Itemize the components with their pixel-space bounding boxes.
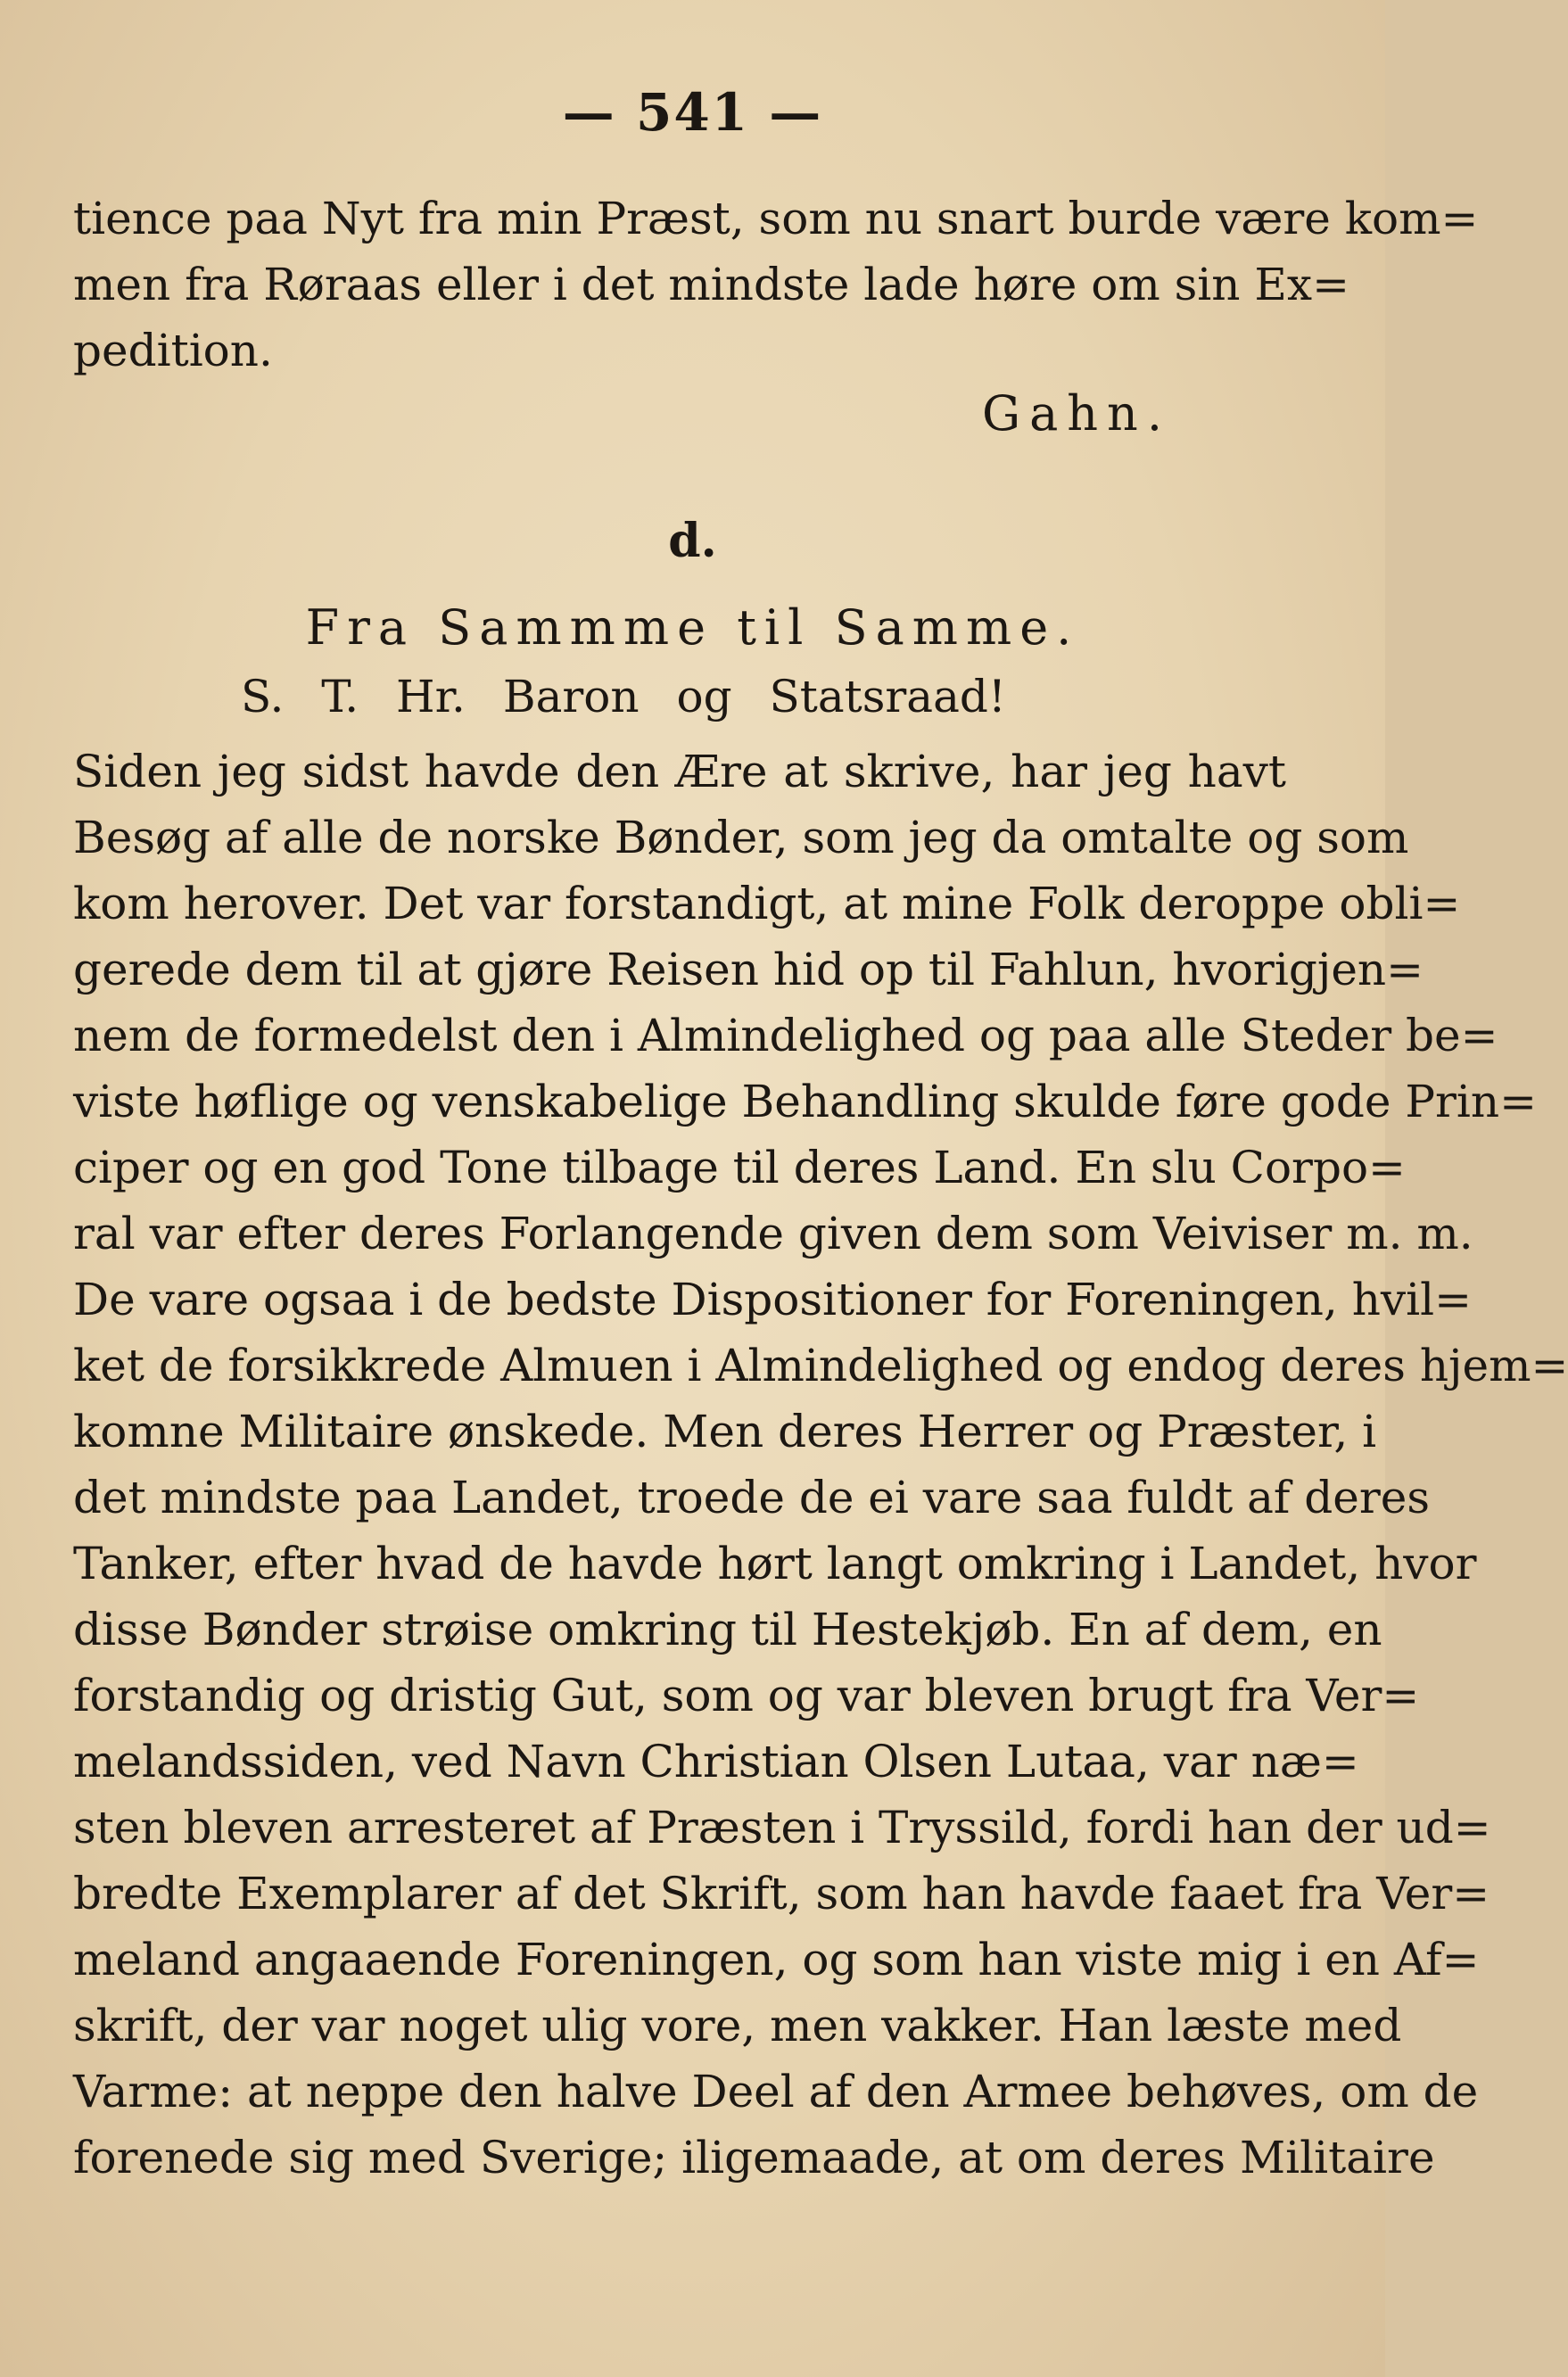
body-line: ket de forsikkrede Almuen i Almindelighed og endog deres hjem=: [73, 1340, 1568, 1391]
body-line: ral var efter deres Forlangende given dem som Veiviser m. m.: [73, 1208, 1473, 1259]
body-line: nem de formedelst den i Almindelighed og paa alle Steder be=: [73, 1010, 1498, 1061]
signature: Gahn.: [981, 385, 1171, 442]
body-line: komne Militaire ønskede. Men deres Herrer og Præster, i: [73, 1406, 1377, 1457]
intro-line: pedition.: [73, 325, 273, 376]
body-line: viste høflige og venskabelige Behandling skulde føre gode Prin=: [73, 1076, 1537, 1127]
body-line: Varme: at neppe den halve Deel af den Armee behøves, om de: [73, 2066, 1479, 2117]
body-line: Besøg af alle de norske Bønder, som jeg da omtalte og som: [73, 812, 1409, 863]
intro-line: tience paa Nyt fra min Præst, som nu snart burde være kom=: [73, 193, 1479, 244]
page-number: — 541 —: [562, 82, 823, 143]
letter-heading: Fra Sammme til Samme.: [305, 599, 1080, 656]
body-line: disse Bønder strøise omkring til Hestekjøb. En af dem, en: [73, 1604, 1382, 1655]
body-line: det mindste paa Landet, troede de ei vare saa fuldt af deres: [73, 1472, 1431, 1523]
body-line: meland angaaende Foreningen, og som han viste mig i en Af=: [73, 1934, 1480, 1985]
body-line: Siden jeg sidst havde den Ære at skrive, har jeg havt: [73, 746, 1286, 797]
body-line: sten bleven arresteret af Præsten i Tryssild, fordi han der ud=: [73, 1802, 1491, 1853]
body-line: bredte Exemplarer af det Skrift, som han havde faaet fra Ver=: [73, 1868, 1490, 1919]
body-line: forstandig og dristig Gut, som og var bleven brugt fra Ver=: [73, 1670, 1420, 1721]
body-line: melandssiden, ved Navn Christian Olsen Lutaa, var næ=: [73, 1736, 1359, 1787]
salutation: S. T. Hr. Baron og Statsraad!: [241, 671, 1007, 722]
body-line: De vare ogsaa i de bedste Dispositioner for Foreningen, hvil=: [73, 1274, 1473, 1325]
body-line: kom herover. Det var forstandigt, at mine Folk deroppe obli=: [73, 878, 1461, 929]
body-line: skrift, der var noget ulig vore, men vakker. Han læste med: [73, 2000, 1402, 2051]
body-line: Tanker, efter hvad de havde hørt langt omkring i Landet, hvor: [73, 1538, 1477, 1589]
body-line: gerede dem til at gjøre Reisen hid op til Fahlun, hvorigjen=: [73, 944, 1424, 995]
intro-line: men fra Røraas eller i det mindste lade høre om sin Ex=: [73, 259, 1349, 310]
section-marker: d.: [668, 514, 717, 568]
body-line: ciper og en god Tone tilbage til deres Land. En slu Corpo=: [73, 1142, 1406, 1193]
body-line: forenede sig med Sverige; iligemaade, at om deres Militaire: [73, 2132, 1435, 2183]
